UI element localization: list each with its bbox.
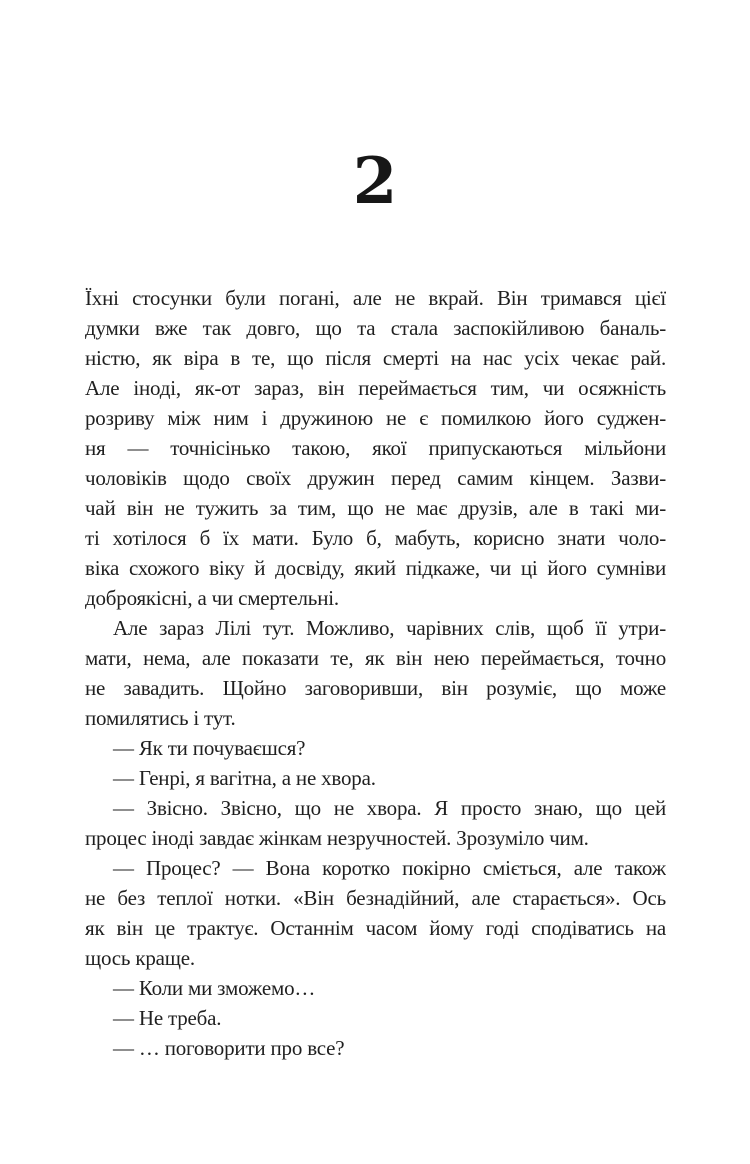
text-line: ті хотілося б їх мати. Було б, мабуть, корисно знати чоло-: [85, 526, 666, 550]
text-line: ністю, як віра в те, що після смерті на нас усіх чекає рай.: [85, 346, 666, 370]
text-line: — … поговорити про все?: [113, 1036, 345, 1060]
text-line: віка схожого віку й досвіду, який підкаже, чи ці його сумніви: [85, 556, 666, 580]
text-line: думки вже так довго, що та стала заспокійливою баналь-: [85, 316, 666, 340]
text-line: — Генрі, я вагітна, а не хвора.: [113, 766, 376, 790]
text-line: не завадить. Щойно заговоривши, він розуміє, що може: [85, 676, 666, 700]
text-line: чоловіків щодо своїх дружин перед самим кінцем. Зазви-: [85, 466, 666, 490]
body-text: [85, 283, 666, 1063]
text-line: розриву між ним і дружиною не є помилкою його суджен-: [85, 406, 666, 430]
text-line: мати, нема, але показати те, як він нею переймається, точно: [85, 646, 666, 670]
text-line: щось краще.: [85, 946, 195, 970]
text-line: ня — точнісінько такою, якої припускаються мільйони: [85, 436, 666, 460]
text-line: — Процес? — Вона коротко покірно сміється, але також: [113, 856, 666, 880]
text-line: — Коли ми зможемо…: [113, 976, 316, 1000]
text-line: Але іноді, як-от зараз, він переймається тим, чи осяжність: [85, 376, 666, 400]
text-line: Їхні стосунки були погані, але не вкрай. Він тримався цієї: [85, 286, 666, 310]
chapter-number: 2: [352, 144, 398, 219]
text-line: чай він не тужить за тим, що не має друзів, але в такі ми-: [85, 496, 666, 520]
text-line: як він це трактує. Останнім часом йому годі сподіватись на: [85, 916, 666, 940]
text-line: доброякісні, а чи смертельні.: [85, 586, 339, 610]
text-line: помилятись і тут.: [85, 706, 236, 730]
text-line: — Як ти почуваєшся?: [113, 736, 306, 760]
text-line: Але зараз Лілі тут. Можливо, чарівних слів, щоб її утри-: [113, 616, 666, 640]
text-line: процес іноді завдає жінкам незручностей. Зрозуміло чим.: [85, 826, 589, 850]
text-line: не без теплої нотки. «Він безнадійний, але старається». Ось: [85, 886, 666, 910]
text-line: — Не треба.: [113, 1006, 222, 1030]
text-line: — Звісно. Звісно, що не хвора. Я просто знаю, що цей: [113, 796, 666, 820]
